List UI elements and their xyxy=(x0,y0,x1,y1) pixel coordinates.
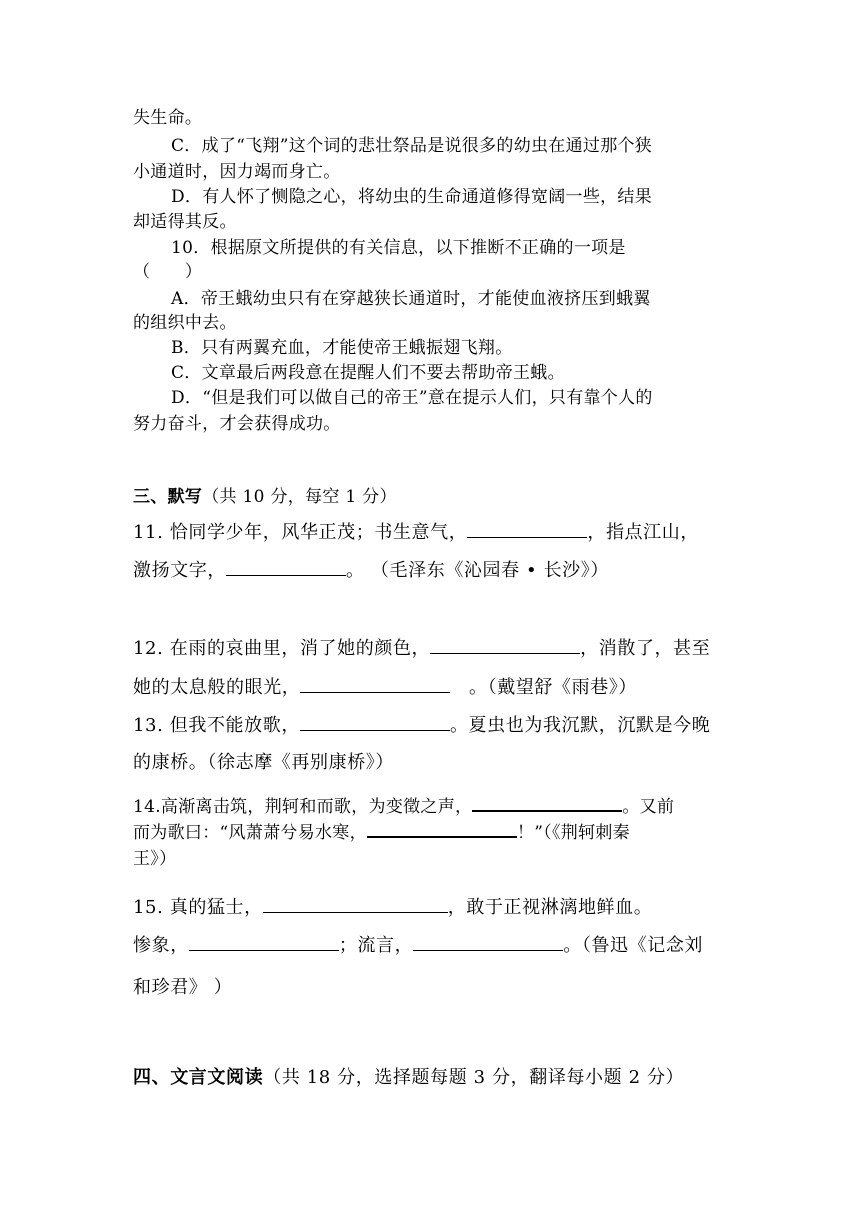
q10-option-a-line1: A．帝王蛾幼虫只有在穿越狭长通道时，才能使血液挤压到蛾翼 xyxy=(171,289,651,309)
q15-blank-3[interactable] xyxy=(413,936,563,951)
section3-heading xyxy=(133,482,397,507)
q9-option-c-line2: 小通道时，因力竭而身亡。 xyxy=(133,162,341,182)
q14-blank-2[interactable] xyxy=(367,822,517,838)
section3-title: 三、默写 xyxy=(133,487,203,507)
q13-text-a: 13. 但我不能放歌， xyxy=(133,715,300,736)
q10-answer-bracket: （ ） xyxy=(133,262,203,282)
q11-blank-2[interactable] xyxy=(226,561,346,576)
section3-note: （共 10 分，每空 1 分） xyxy=(202,487,397,507)
section4-note: （共 18 分，选择题每题 3 分，翻译每小题 2 分） xyxy=(263,1067,685,1088)
q12-text-c: 她的太息般的眼光， xyxy=(133,677,301,698)
q12-blank-2[interactable] xyxy=(300,678,450,693)
q11-line1 xyxy=(133,518,699,544)
q11-text-a: 11. 恰同学少年，风华正茂；书生意气， xyxy=(133,522,468,543)
q9-option-c-line1: C．成了“飞翔”这个词的悲壮祭品是说很多的幼虫在通过那个狭 xyxy=(171,136,653,156)
q10-stem-line1: 10．根据原文所提供的有关信息，以下推断不正确的一项是 xyxy=(171,238,626,258)
q15-line2 xyxy=(133,931,703,957)
q11-blank-1[interactable] xyxy=(467,523,587,538)
q15-line3: 和珍君》 ） xyxy=(133,977,233,998)
q12-source: 。（戴望舒《雨巷》） xyxy=(450,677,638,698)
q15-source: 。（鲁迅《记念刘 xyxy=(563,935,704,956)
q13-blank-1[interactable] xyxy=(300,716,450,731)
q15-text-a: 15. 真的猛士， xyxy=(133,897,263,918)
q11-source: 。 （毛泽东《沁园春 • 长沙》） xyxy=(346,560,609,581)
q13-text-b: 。夏虫也为我沉默，沉默是今晚 xyxy=(449,715,711,736)
q9-option-d-line1: D．有人怀了恻隐之心，将幼虫的生命通道修得宽阔一些，结果 xyxy=(171,187,653,207)
section4-heading xyxy=(133,1063,684,1089)
q12-blank-1[interactable] xyxy=(430,639,580,654)
q12-line2 xyxy=(133,673,637,699)
q14-text-a: 14.高渐离击筑，荆轲和而歌，为变徵之声， xyxy=(133,797,473,817)
q14-text-b: 。又前 xyxy=(622,797,675,817)
q9-option-d-line2: 却适得其反。 xyxy=(133,212,237,232)
q12-line1 xyxy=(133,634,710,660)
q12-text-a: 12. 在雨的哀曲里，消了她的颜色， xyxy=(133,638,431,659)
q9-line-end: 失生命。 xyxy=(133,108,203,128)
q14-line3: 王》） xyxy=(133,849,177,869)
q14-blank-1[interactable] xyxy=(472,796,622,812)
q15-line1 xyxy=(133,893,652,919)
q12-text-b: ，消散了，甚至 xyxy=(580,638,711,659)
q15-text-b: ，敢于正视淋漓地鲜血。 xyxy=(447,897,653,918)
q10-option-d-line1: D．“但是我们可以做自己的帝王”意在提示人们，只有靠个人的 xyxy=(171,388,653,408)
q15-blank-2[interactable] xyxy=(189,936,339,951)
q11-text-c: 激扬文字， xyxy=(133,560,226,581)
q10-option-c: C．文章最后两段意在提醒人们不要去帮助帝王蛾。 xyxy=(171,363,565,383)
section4-title: 四、文言文阅读 xyxy=(133,1067,264,1088)
q14-line2 xyxy=(133,818,630,843)
q11-line2 xyxy=(133,556,609,582)
q13-line2: 的康桥。（徐志摩《再别康桥》） xyxy=(133,752,394,773)
q14-text-c: 而为歌曰：“风萧萧兮易水寒， xyxy=(133,823,367,843)
q11-text-b: ，指点江山， xyxy=(587,522,699,543)
q15-text-d: ；流言， xyxy=(338,935,414,956)
q14-text-d: ！”（《荆轲刺秦 xyxy=(516,823,630,843)
q10-option-b: B．只有两翼充血，才能使帝王蛾振翅飞翔。 xyxy=(171,338,513,358)
q15-text-c: 惨象， xyxy=(133,935,189,956)
q13-line1 xyxy=(133,711,710,737)
q14-line1 xyxy=(133,792,674,817)
q10-option-a-line2: 的组织中去。 xyxy=(133,313,237,333)
q10-option-d-line2: 努力奋斗，才会获得成功。 xyxy=(133,414,341,434)
q15-blank-1[interactable] xyxy=(263,898,448,913)
